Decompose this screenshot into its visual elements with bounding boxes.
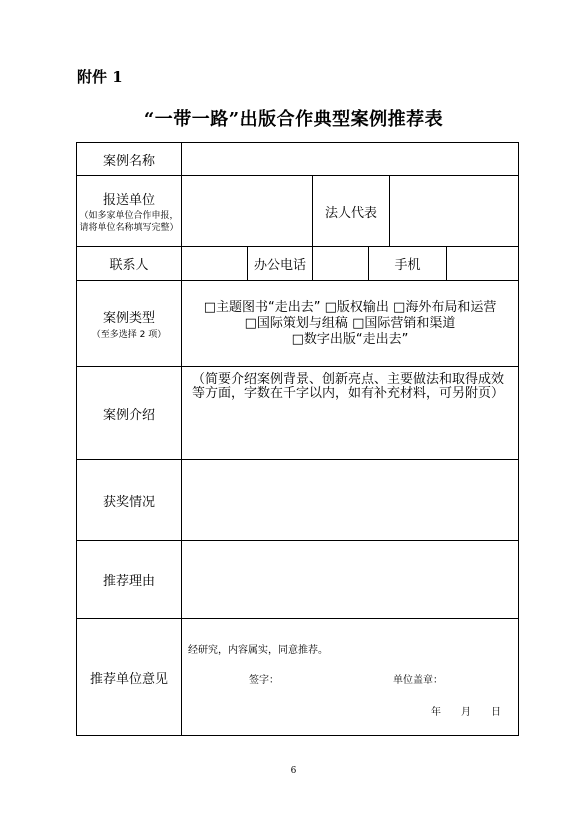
year-label: 年 xyxy=(431,707,441,718)
submitting-unit-label: 报送单位 xyxy=(102,192,155,208)
month-label: 月 xyxy=(461,707,471,718)
seal-label: 单位盖章： xyxy=(393,675,443,686)
awards-label: 获奖情况 xyxy=(77,460,182,541)
case-type-label-cell xyxy=(77,281,182,367)
contact-field[interactable] xyxy=(182,247,248,281)
contact-label: 联系人 xyxy=(77,247,182,281)
option-international-planning[interactable]: □国际策划与组稿 xyxy=(244,315,348,331)
row-awards xyxy=(77,460,519,541)
recommendation-form xyxy=(76,142,519,736)
opinion-field[interactable] xyxy=(182,619,519,736)
option-overseas-operation[interactable]: □海外布局和运营 xyxy=(393,299,497,315)
option-digital-publishing[interactable]: □数字出版“走出去” xyxy=(291,331,409,347)
attachment-label: 附件 1 xyxy=(77,68,123,86)
opinion-text: 经研究，内容属实，同意推荐。 xyxy=(188,645,328,656)
option-copyright-export[interactable]: □版权输出 xyxy=(324,299,389,315)
case-type-options xyxy=(182,281,519,367)
row-reason xyxy=(77,541,519,619)
mobile-label: 手机 xyxy=(369,247,447,281)
office-phone-field[interactable] xyxy=(313,247,369,281)
submitting-unit-label-cell xyxy=(77,176,182,247)
row-contact xyxy=(77,247,519,281)
case-name-field[interactable] xyxy=(182,143,519,176)
opinion-label: 推荐单位意见 xyxy=(77,619,182,736)
case-type-note: （至多选择 2 项） xyxy=(91,329,167,340)
row-case-name xyxy=(77,143,519,176)
case-name-label: 案例名称 xyxy=(77,143,182,176)
option-theme-books[interactable]: □主题图书“走出去” xyxy=(203,299,321,315)
submitting-unit-note: （如多家单位合作申报，请将单位名称填写完整） xyxy=(79,210,179,233)
case-intro-field[interactable]: （简要介绍案例背景、创新亮点、主要做法和取得成效等方面，字数在千字以内，如有补充材料，可另附页） xyxy=(182,367,519,460)
mobile-field[interactable] xyxy=(447,247,519,281)
signature-label: 签字： xyxy=(249,675,279,686)
submitting-unit-field[interactable] xyxy=(182,176,313,247)
form-title: “一带一路”出版合作典型案例推荐表 xyxy=(143,109,444,130)
row-opinion xyxy=(77,619,519,736)
option-international-marketing[interactable]: □国际营销和渠道 xyxy=(352,315,456,331)
legal-rep-field[interactable] xyxy=(390,176,519,247)
reason-field[interactable] xyxy=(182,541,519,619)
office-phone-label: 办公电话 xyxy=(248,247,313,281)
day-label: 日 xyxy=(491,707,501,718)
row-case-type xyxy=(77,281,519,367)
reason-label: 推荐理由 xyxy=(77,541,182,619)
legal-rep-label: 法人代表 xyxy=(313,176,390,247)
case-intro-label: 案例介绍 xyxy=(77,367,182,460)
page-number: 6 xyxy=(290,766,297,776)
row-case-intro xyxy=(77,367,519,460)
awards-field[interactable] xyxy=(182,460,519,541)
row-submitting-unit xyxy=(77,176,519,247)
case-type-label: 案例类型 xyxy=(102,310,155,326)
